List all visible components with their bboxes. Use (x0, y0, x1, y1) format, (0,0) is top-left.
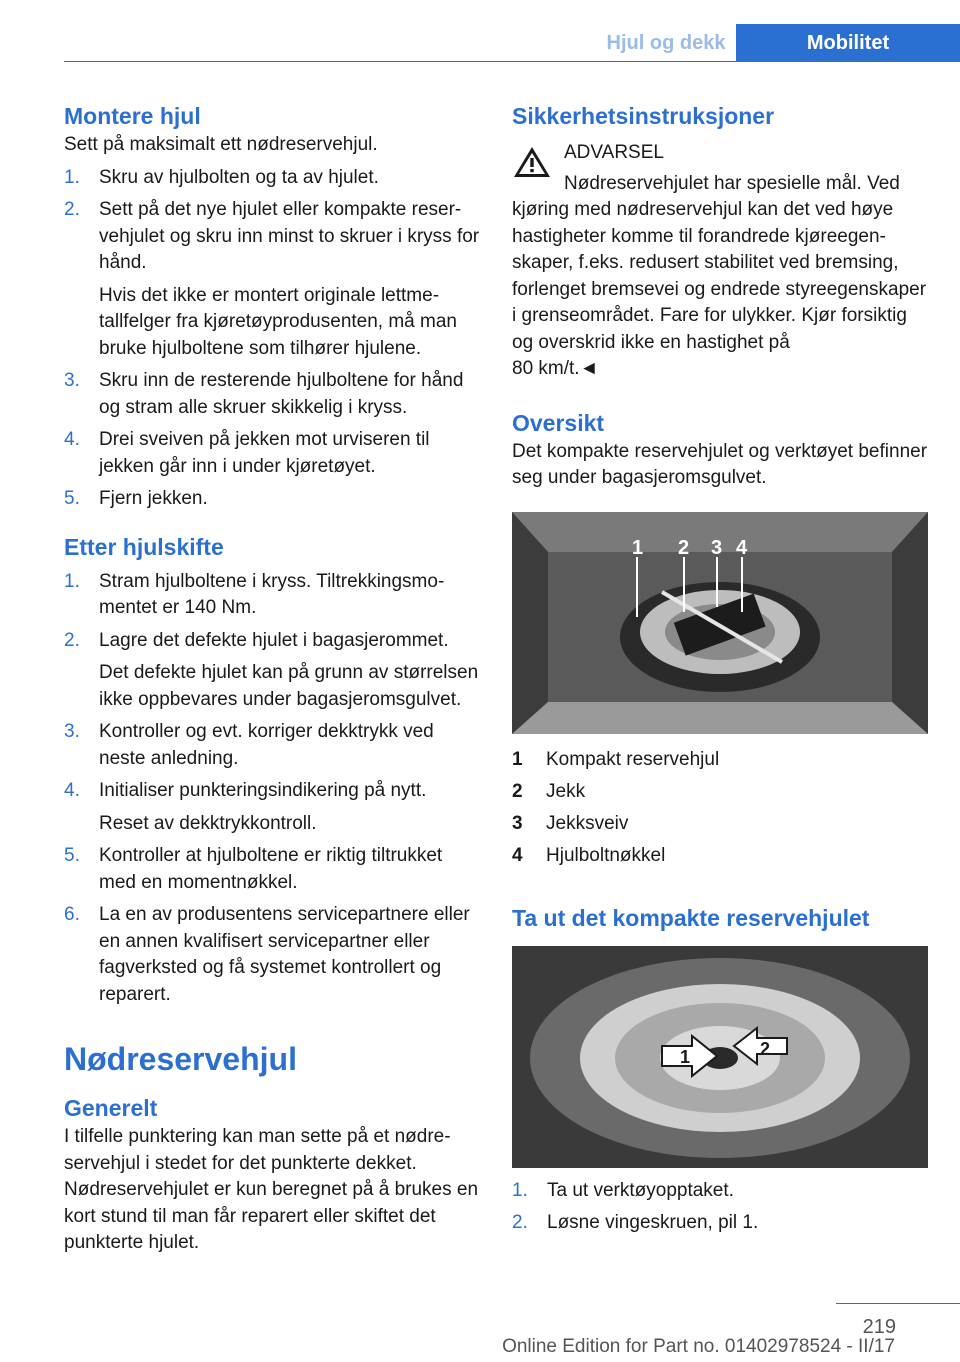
list-item: 6. La en av produsentens servicepartnere eller en annen kvalifisert servicepartner eller fagverksted og få systemet kontrollert og reparert. (64, 904, 470, 1005)
left-column (64, 100, 480, 1257)
list-item: 5. Kontroller at hjulboltene er riktig tiltrukket med en momentnøkkel. (64, 845, 443, 893)
page-number: 219 (862, 1316, 896, 1338)
list-item: 3. Skru inn de resterende hjulboltene for hånd og stram alle skruer skikkelig i kryss. (64, 370, 464, 418)
section-tab[interactable]: Hjul og dekk (606, 32, 726, 54)
overview-legend (512, 744, 928, 872)
edition-note: Online Edition for Part no. 01402978524 - II/17 (502, 1336, 895, 1357)
warning-end: 80 km/t.◄ (512, 358, 599, 379)
trunk-overview-photo (512, 512, 928, 734)
etter-heading: Etter hjulskifte (64, 533, 224, 560)
list-item: 2. Sett på det nye hjulet eller kompakte reservehjulet og skru inn minst to skruer i kryss for hånd. Hvis det ikke er montert originale lettmetallfelger fra kjøretøyprodusenten, må man bruke hjulboltene som tilhører hjulene. (64, 199, 480, 359)
arrow-2-label: 2 (760, 1038, 771, 1059)
generelt-text-1: I tilfelle punktering kan man sette på et nødreservehjul i stedet for det punkterte dekket. (64, 1126, 451, 1174)
ta-ut-heading: Ta ut det kompakte reservehjulet (512, 904, 870, 931)
warning-block (512, 140, 928, 167)
oversikt-heading: Oversikt (512, 409, 605, 436)
list-item: 2. Lagre det defekte hjulet i bagasjerommet. Det defekte hjulet kan på grunn av størrelsen ikke oppbevares under bagasjeromsgulvet. (64, 629, 479, 710)
list-item: 2. Løsne vingeskruen, pil 1. (512, 1212, 759, 1233)
oversikt-text: Det kompakte reservehjulet og verktøyet befinner seg under bagasjeromsgulvet. (512, 440, 928, 488)
generelt-heading: Generelt (64, 1095, 158, 1121)
callout-label: 3 (711, 536, 723, 559)
footer-rule (836, 1303, 960, 1304)
list-item: 5. Fjern jekken. (64, 488, 208, 509)
arrow-1-label: 1 (680, 1046, 691, 1067)
legend-item: 3 Jekksveiv (512, 812, 629, 834)
montere-steps (64, 165, 480, 513)
right-column (512, 100, 928, 1237)
list-item: 1. Ta ut verktøyopptaket. (512, 1179, 734, 1201)
callout-label: 4 (736, 536, 748, 559)
list-item: 4. Initialiser punkteringsindikering på nytt. Reset av dekktrykkontroll. (64, 780, 427, 834)
list-item: 3. Kontroller og evt. korriger dekktrykk ved neste anledning. (64, 721, 434, 769)
montere-intro: Sett på maksimalt ett nødreservehjul. (64, 134, 378, 155)
warning-text: Nødreservehjulet har spesielle mål. Ved kjøring med nødreservehjul kan det ved høye hastigheter komme til forandrede kjøreegenskaper, f.eks. redusert stabilitet ved bremsing, forlenget bremsevei og endrede styreegenskaper i grenseområdet. Fare for ulykker. Kjør forsiktig og overskrid ikke en hastighet på (512, 172, 927, 353)
montere-heading: Montere hjul (64, 103, 201, 129)
nod-heading: Nødreservehjul (64, 1041, 297, 1077)
list-item: 1. Skru av hjulbolten og ta av hjulet. (64, 166, 379, 188)
generelt-text-2: Nødreservehjulet er kun beregnet på å brukes en kort stund til man får reparert eller skiftet det punkterte hjulet. (64, 1179, 479, 1253)
legend-item: 2 Jekk (512, 780, 586, 802)
list-item: 4. Drei sveiven på jekken mot urviseren til jekken går inn i under kjøretøyet. (64, 429, 430, 477)
warning-label: ADVARSEL (564, 142, 664, 163)
callout-label: 2 (678, 536, 690, 559)
legend-item: 4 Hjulboltnøkkel (512, 844, 666, 866)
warning-icon (512, 144, 552, 180)
sikkerhet-heading: Sikkerhetsinstruksjoner (512, 103, 775, 129)
legend-item: 1 Kompakt reservehjul (512, 748, 720, 770)
etter-steps (64, 569, 480, 1009)
callout-label: 1 (632, 536, 644, 559)
chapter-tab[interactable]: Mobilitet (736, 24, 960, 62)
ta-ut-steps (512, 1178, 928, 1237)
list-item: 1. Stram hjulboltene i kryss. Tiltrekkingsmomentet er 140 Nm. (64, 570, 445, 618)
spare-wheel-photo (512, 946, 928, 1168)
